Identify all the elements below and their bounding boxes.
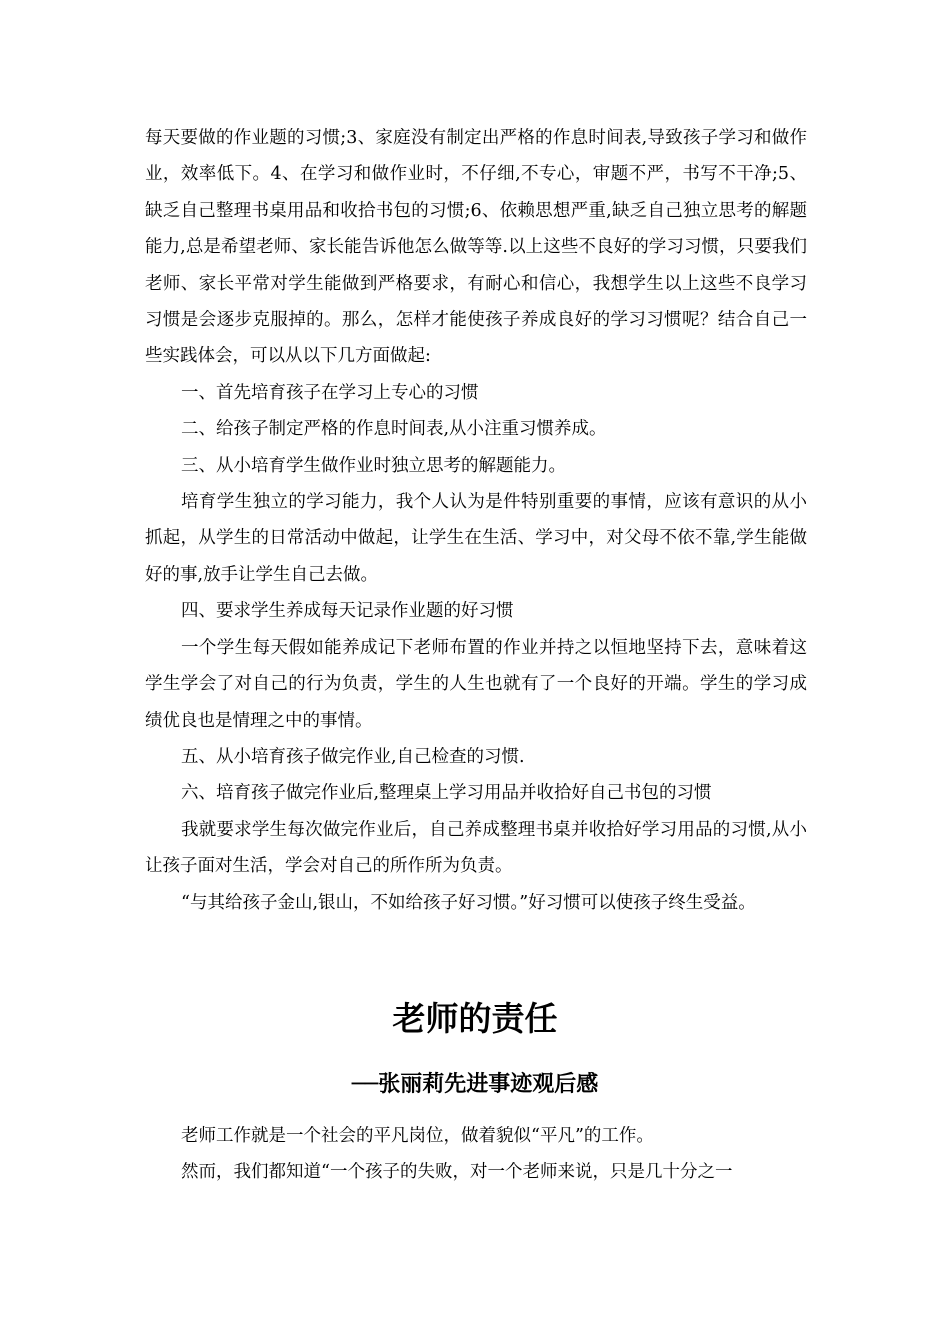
paragraph-intro: 老师工作就是一个社会的平凡岗位，做着貌似“平凡”的工作。 [181,1126,654,1146]
paragraph-tidy-desk: 我就要求学生每次做完作业后，自己养成整理书桌并收拾好学习用品的习惯,从小让孩子面对生活，学会对自己的所作所为负责。 [145,819,807,877]
article-body-previous [145,120,807,921]
heading-point-six: 六、培育孩子做完作业后,整理桌上学习用品并收拾好自己书包的习惯 [181,783,712,804]
article-body-teacher-responsibility [145,1118,807,1191]
paragraph-record-homework: 一个学生每天假如能养成记下老师布置的作业并持之以恒地坚持下去，意味着这学生学会了对自己的行为负责，学生的人生也就有了一个良好的开端。学生的学习成绩优良也是情理之中的事情。 [145,637,807,731]
article-title: 老师的责任 [392,999,558,1038]
paragraph-independent-study: 培育学生独立的学习能力，我个人认为是件特别重要的事情，应该有意识的从小抓起，从学生的日常活动中做起，让学生在生活、学习中，对父母不依不靠,学生能做好的事,放手让学生自己去做。 [145,492,807,585]
heading-point-four: 四、要求学生养成每天记录作业题的好习惯 [181,601,514,622]
heading-point-three: 三、从小培育学生做作业时独立思考的解题能力。 [181,455,566,476]
heading-point-five: 五、从小培育孩子做完作业,自己检查的习惯. [181,746,525,767]
paragraph-however: 然而，我们都知道“一个孩子的失败，对一个老师来说，只是几十分之一 [181,1162,733,1183]
article-subtitle: ──张丽莉先进事迹观后感 [351,1071,599,1097]
paragraph-quote: “与其给孩子金山,银山，不如给孩子好习惯。”好习惯可以使孩子终生受益。 [181,892,756,913]
heading-point-one: 一、首先培育孩子在学习上专心的习惯 [181,382,479,403]
heading-point-two: 二、给孩子制定严格的作息时间表,从小注重习惯养成。 [181,419,607,440]
paragraph-continuation: 每天要做的作业题的习惯;3、家庭没有制定出严格的作息时间表,导致孩子学习和做作业，效率低下。4、在学习和做作业时，不仔细,不专心，审题不严，书写不干净;5、缺乏自己整理书桌用品和收拾书包的习惯;6、依赖思想严重,缺乏自己独立思考的解题能力,总是希望老师、家长能告诉他怎么做等等.以上这些不良好的学习习惯，只要我们老师、家长平常对学生能做到严格要求，有耐心和信心，我想学生以上这些不良学习习惯是会逐步克服掉的。那么，怎样才能使孩子养成良好的学习习惯呢？结合自己一些实践体会，可以从以下几方面做起: [145,128,807,367]
